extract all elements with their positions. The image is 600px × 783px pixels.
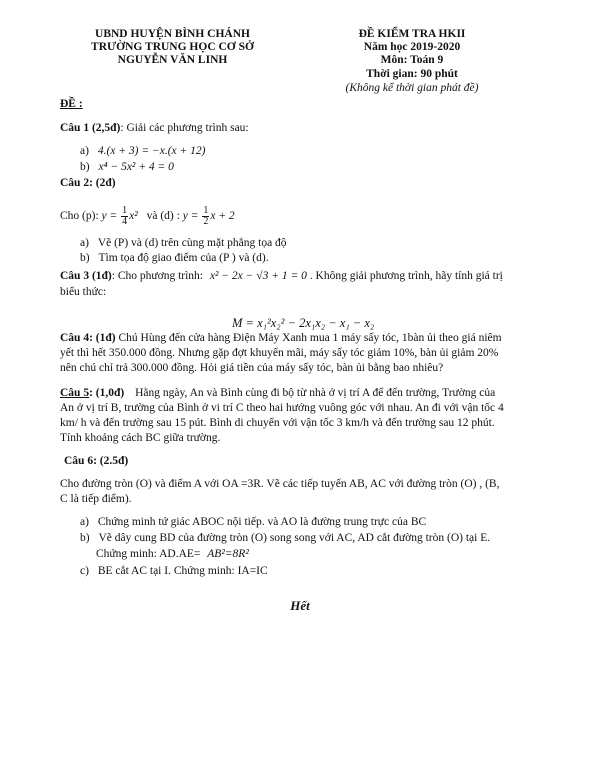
question-2-intro: Cho (p): — [60, 210, 99, 222]
question-1-header — [60, 121, 249, 136]
question-3-text-1: : Cho phương trình: — [111, 270, 203, 282]
duration-note: (Không kể thời gian phát đề) — [345, 82, 479, 94]
parabola-rhs: x² — [129, 210, 138, 222]
question-4-title: Câu 4: (1đ) — [60, 332, 116, 344]
question-6c-label: c) — [80, 565, 89, 577]
school-year: Năm học 2019-2020 — [363, 41, 461, 53]
question-5-line-3: km/ h và đến trường sau 15 pút. Bình di chuyển với vận tốc 3 km/h và đến trường sau 12 phút. — [60, 417, 495, 429]
line-d-rhs: x + 2 — [210, 210, 235, 222]
question-2b — [80, 251, 269, 266]
parabola-denominator: 4 — [122, 215, 128, 227]
question-6a-label: a) — [80, 516, 89, 528]
question-6-intro-1: Cho đường tròn (O) và điểm A với OA =3R. Vẽ các tiếp tuyến AB, AC với đường tròn (O) , (B, — [60, 478, 500, 490]
parabola-lhs: y = — [101, 210, 118, 222]
question-4-text-1: Chú Hùng đến cửa hàng Điện Máy Xanh mua 1 máy sấy tóc, 1bàn ủi theo giá niêm — [115, 332, 502, 344]
question-6b-expression: AB²=8R² — [207, 548, 249, 560]
question-1b-equation: x⁴ − 5x² + 4 = 0 — [98, 161, 174, 173]
question-3-equation: x² − 2x − √3 + 1 = 0 — [209, 270, 307, 282]
parabola-fraction — [121, 206, 128, 227]
parabola-numerator: 1 — [122, 204, 128, 216]
question-6-intro-2: C là tiếp điểm). — [60, 493, 132, 505]
line-d-lhs: y = — [182, 210, 199, 222]
question-2a — [80, 236, 287, 251]
line-d-numerator: 1 — [203, 204, 209, 216]
line-d-fraction — [202, 206, 209, 227]
question-2b-text: Tìm tọa độ giao điểm của (P ) và (d). — [98, 252, 269, 264]
question-3-line-2: biểu thức: — [60, 286, 107, 298]
question-2b-label: b) — [80, 252, 90, 264]
question-2a-label: a) — [80, 237, 89, 249]
question-5-text-1: Hằng ngày, An và Bình cùng đi bộ từ nhà ở vị trí A để đến trường, Trường của — [135, 387, 496, 399]
subject: Môn: Toán 9 — [380, 54, 444, 66]
header-left-line-3: NGUYỄN VĂN LINH — [117, 54, 228, 66]
header-left-line-1: UBND HUYỆN BÌNH CHÁNH — [95, 28, 250, 40]
question-5-line-2: An ở vị trí B, trường của Bình ở vi trí C theo hai hướng vuông góc với nhau. An đi với vận tốc 4 — [60, 402, 504, 414]
question-6b-text-1: Vẽ dây cung BD của đường tròn (O) song song với AC, AD cắt đường tròn (O) tại E. — [98, 532, 491, 544]
question-1a-equation: 4.(x + 3) = −x.(x + 12) — [97, 145, 206, 157]
question-6c-text: BE cắt AC tại I. Chứng minh: IA=IC — [97, 565, 268, 577]
question-4-line-1 — [60, 331, 502, 346]
question-5-line-4: Tính khoảng cách BC giữa trường. — [60, 432, 221, 444]
question-6b-line-2 — [96, 547, 249, 562]
question-6a-text: Chứng minh tứ giác ABOC nội tiếp. và AO là đường trung trực của BC — [97, 516, 427, 528]
question-6b-text-2: Chứng minh: AD.AE= — [96, 548, 201, 560]
question-1-text: : Giải các phương trình sau: — [120, 122, 249, 134]
question-2-title: Câu 2: (2đ) — [60, 177, 116, 189]
header-left-line-2: TRƯỜNG TRUNG HỌC CƠ SỞ — [91, 41, 254, 53]
de-label: ĐỀ : — [60, 98, 83, 110]
question-1-title: Câu 1 (2,5đ) — [60, 122, 121, 134]
question-1b — [80, 160, 174, 175]
duration: Thời gian: 90 phút — [366, 68, 458, 80]
question-6b-label: b) — [80, 532, 90, 544]
end-label: Hết — [290, 598, 310, 613]
question-1a-label: a) — [80, 145, 89, 157]
question-6a — [80, 515, 426, 530]
question-3-line-1 — [60, 269, 503, 284]
line-d-denominator: 2 — [203, 215, 209, 227]
question-2-functions — [60, 203, 235, 229]
and-d-text: và (d) : — [146, 210, 180, 222]
question-3-title: Câu 3 (1đ) — [60, 270, 112, 282]
question-5-title: Câu 5 — [60, 387, 90, 399]
question-1b-label: b) — [80, 161, 90, 173]
question-6c — [80, 564, 268, 579]
question-5-score: : (1,0đ) — [89, 387, 125, 399]
expression-m: M = x₁²x₂² − 2x₁x₂ − x₁ − x₂ — [232, 316, 375, 330]
question-2a-text: Vẽ (P) và (d) trên cùng mặt phẳng tọa độ — [97, 237, 287, 249]
question-4-line-3: nên chú chỉ trả 300.000 đồng. Hỏi giá tiền của máy sấy tóc, bàn ủi bằng bao nhiêu? — [60, 362, 444, 374]
question-3-text-2: . Không giải phương trình, hãy tính giá trị — [309, 270, 503, 282]
exam-title: ĐỀ KIỂM TRA HKII — [358, 28, 466, 40]
question-6b — [80, 531, 490, 546]
question-6-title: Câu 6: (2.5đ) — [64, 455, 129, 467]
question-1a — [80, 144, 206, 159]
question-5-line-1 — [60, 386, 495, 401]
question-4-line-2: yết thì hết 350.000 đồng. Nhưng gặp đợt khuyến mãi, máy sấy tóc giảm 10%, bàn ủi giảm 20% — [60, 347, 499, 359]
